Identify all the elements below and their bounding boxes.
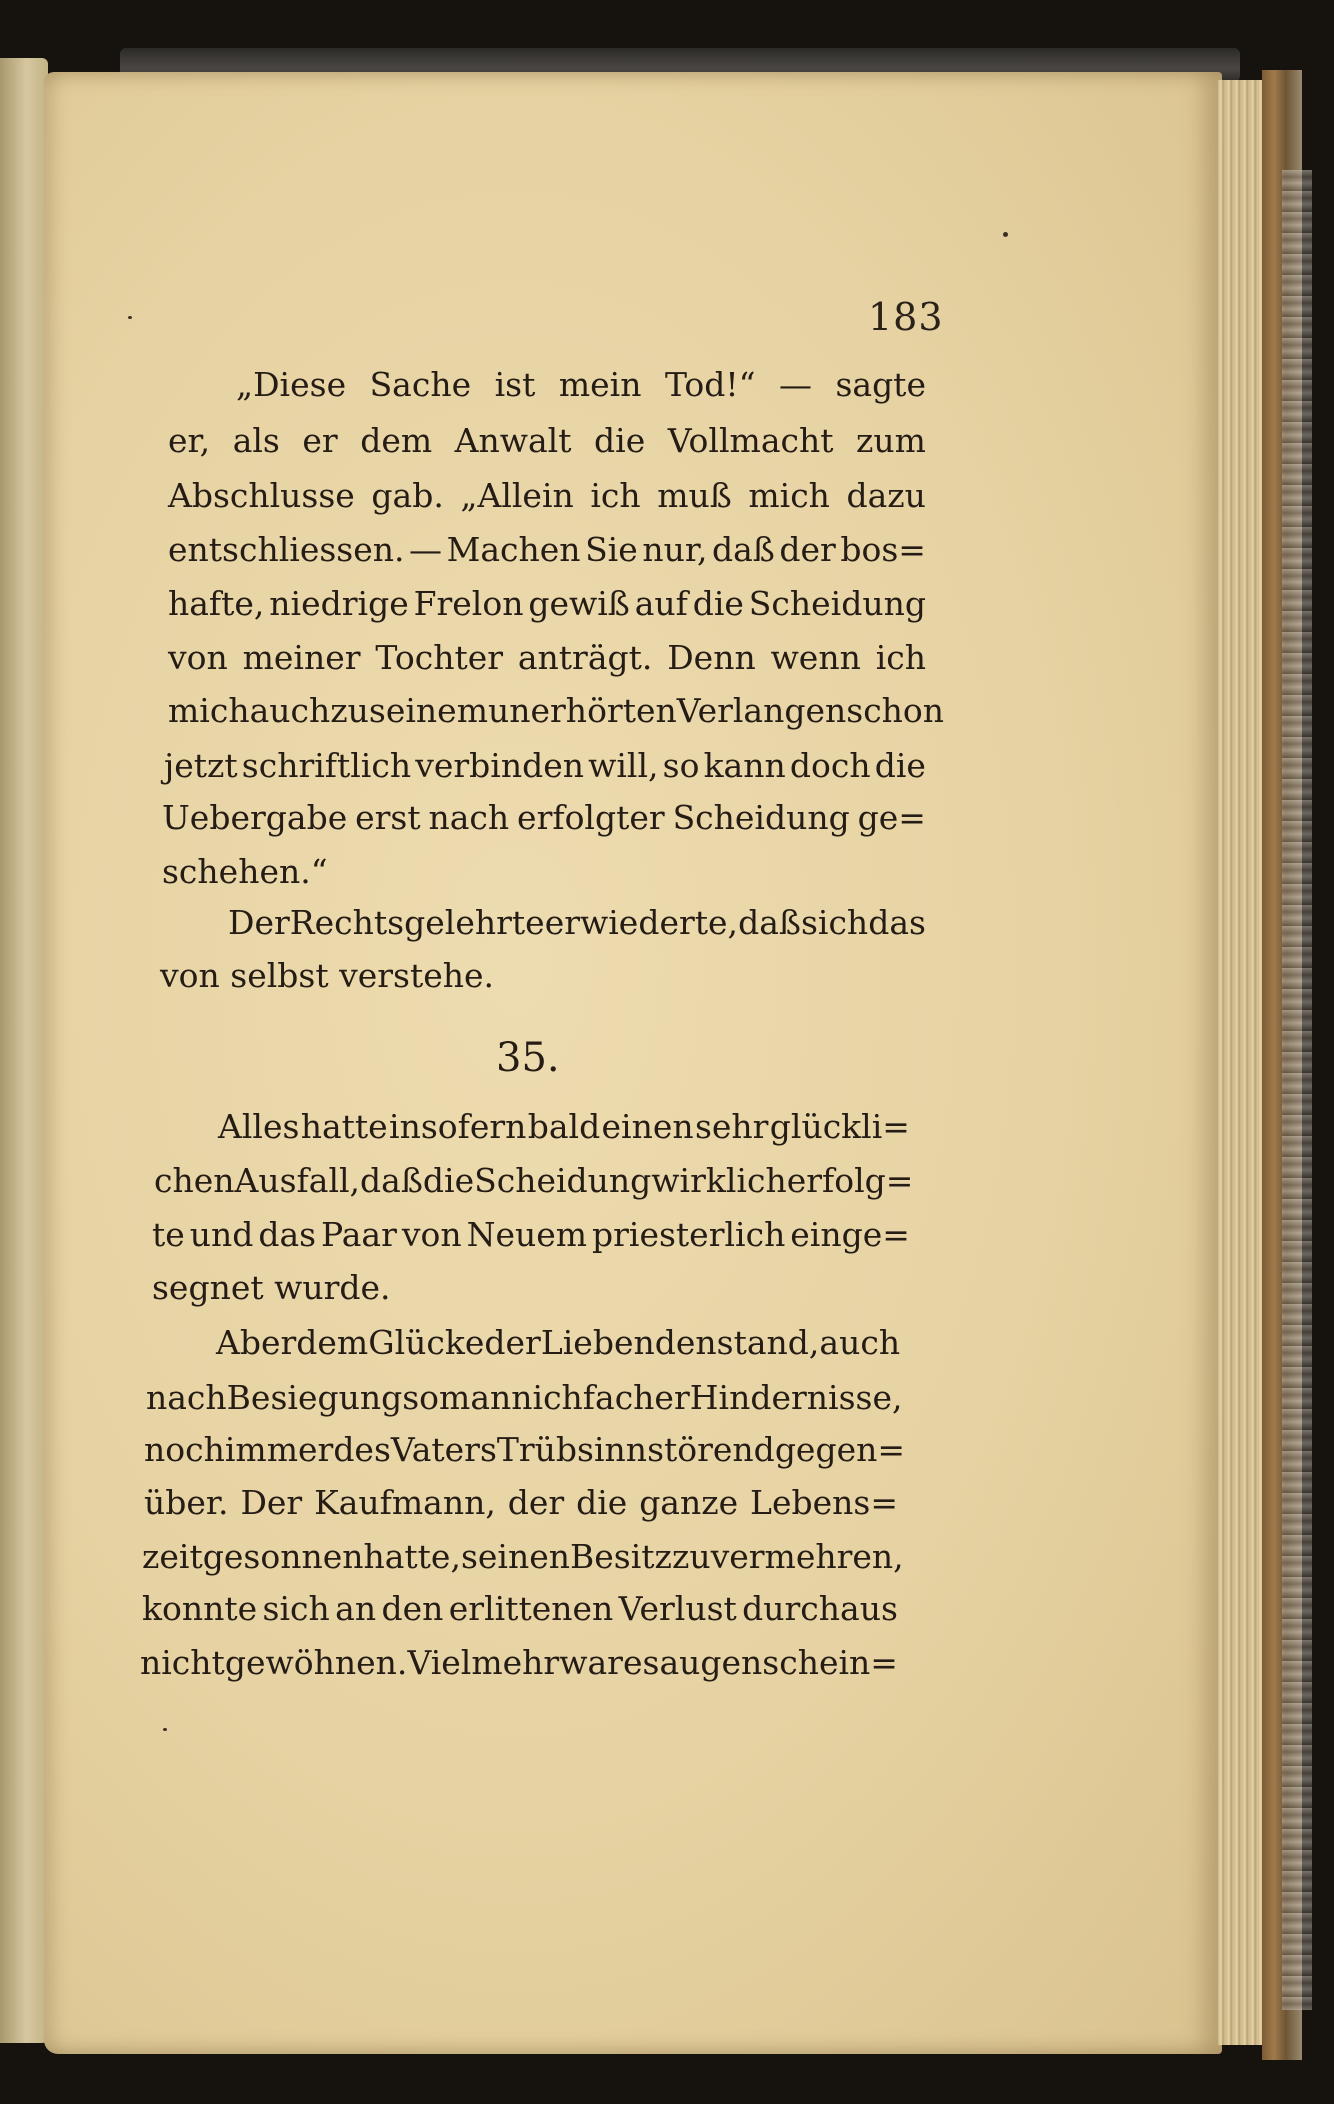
text-line: Uebergabe erst nach erfolgter Scheidung ge=: [162, 798, 926, 837]
ink-speck: [1003, 232, 1008, 237]
text-line: von selbst verstehe.: [160, 956, 495, 995]
ink-speck: [163, 1728, 167, 1731]
text-line: konnte sich an den erlittenen Verlust durchaus: [142, 1589, 898, 1628]
text-line: „Diese Sache ist mein Tod!“ — sagte: [236, 365, 926, 404]
text-line: chen Ausfall, daß die Scheidung wirklich erfolg=: [154, 1161, 914, 1200]
text-line: hafte, niedrige Frelon gewiß auf die Scheidung: [168, 584, 926, 623]
text-line: Der Rechtsgelehrte erwiederte, daß sich das: [228, 903, 926, 942]
text-line: segnet wurde.: [152, 1268, 391, 1307]
text-line: nach Besiegung so mannichfacher Hindernisse,: [146, 1378, 903, 1417]
section-heading: 35.: [496, 1035, 560, 1081]
text-line: mich auch zu seinem unerhörten Verlangen schon: [168, 691, 945, 730]
text-line: noch immer des Vaters Trübsinn störend gegen=: [144, 1430, 906, 1469]
ink-speck: [128, 316, 132, 319]
text-line: Abschlusse gab. „Allein ich muß mich dazu: [168, 476, 926, 515]
text-line: te und das Paar von Neuem priesterlich einge=: [152, 1215, 910, 1254]
page-number: 183: [868, 295, 944, 339]
text-line: Alles hatte insofern bald einen sehr glückli=: [218, 1107, 910, 1146]
text-line: er, als er dem Anwalt die Vollmacht zum: [168, 421, 926, 460]
text-line: von meiner Tochter anträgt. Denn wenn ich: [168, 638, 926, 677]
text-line: jetzt schriftlich verbinden will, so kann doch die: [164, 746, 926, 785]
text-line: nicht gewöhnen. Vielmehr war es augenschein=: [140, 1643, 898, 1682]
text-line: schehen.“: [162, 852, 328, 891]
text-line: entschliessen. — Machen Sie nur, daß der bos=: [168, 530, 926, 569]
page-fore-edge: [1218, 80, 1264, 2045]
cover-texture: [1282, 170, 1312, 2010]
left-page-edge: [0, 58, 48, 2043]
text-line: Aber dem Glücke der Liebenden stand, auch: [216, 1323, 901, 1362]
text-line: zeit gesonnen hatte, seinen Besitz zu vermehren,: [142, 1537, 904, 1576]
text-line: über. Der Kaufmann, der die ganze Lebens=: [144, 1483, 898, 1522]
